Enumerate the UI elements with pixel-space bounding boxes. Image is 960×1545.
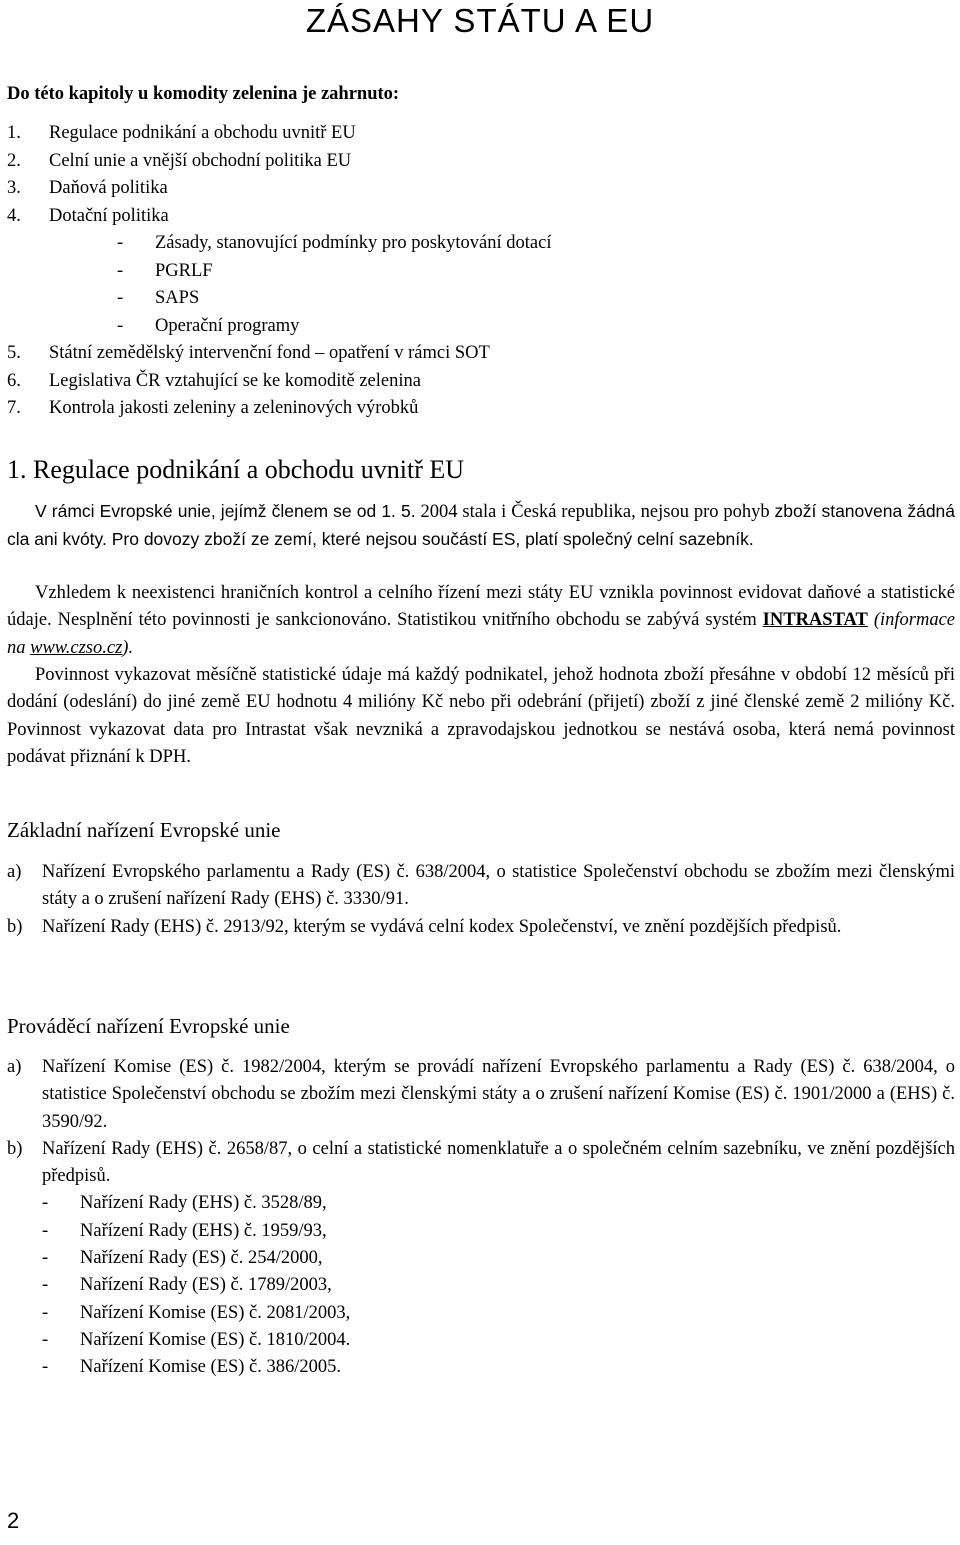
item-number: 3.: [7, 178, 21, 198]
dash-marker: -: [42, 1302, 49, 1323]
item-text: Nařízení Rady (EHS) č. 2658/87, o celní a statistické nomenklatuře a o společném celním sazebníku, ve znění pozdějších předpisů.: [42, 1138, 955, 1187]
item-text: Nařízení Rady (ES) č. 1789/2003,: [80, 1275, 332, 1296]
item-text: Nařízení Komise (ES) č. 2081/2003,: [80, 1302, 351, 1323]
sub-list-item: [7, 313, 552, 341]
text-run: Vzhledem k neexistenci hraničních kontrol a celního řízení mezi státy EU vznikla povinnost evidovat daňové a statistické údaje. Nesplnění této povinnosti je sankcionováno. Statistikou vnitřního obchodu se zabývá systém: [7, 583, 955, 631]
list-item: [7, 914, 955, 941]
text-run: V rámci Evropské unie, jejímž členem se od 1. 5.: [35, 501, 416, 521]
sub-list-item: [7, 285, 552, 313]
item-text: PGRLF: [155, 260, 213, 281]
list-item: [42, 1245, 955, 1272]
sub-list-item: [7, 258, 552, 286]
item-text: Daňová politika: [49, 178, 168, 198]
section-heading: 1. Regulace podnikání a obchodu uvnitř EU: [7, 455, 465, 484]
item-number: 5.: [7, 343, 21, 363]
item-text: Nařízení Komise (ES) č. 386/2005.: [80, 1357, 341, 1378]
item-label: a): [7, 862, 22, 882]
intrastat-term: INTRASTAT: [762, 610, 868, 631]
list-item: [7, 1054, 955, 1136]
dash-marker: -: [117, 260, 124, 281]
dash-marker: -: [42, 1248, 49, 1269]
dash-marker: -: [117, 315, 124, 336]
implementing-regulations-list: [7, 1054, 955, 1382]
list-item: [7, 120, 552, 148]
item-text: Celní unie a vnější obchodní politika EU: [49, 150, 352, 171]
amendments-list: [42, 1190, 955, 1381]
implementing-regulations-heading: Prováděcí nařízení Evropské unie: [7, 1014, 290, 1038]
item-text: Nařízení Rady (ES) č. 254/2000,: [80, 1248, 323, 1269]
page-title: [0, 2, 960, 40]
item-text: Regulace podnikání a obchodu uvnitř EU: [49, 123, 356, 143]
item-text: Dotační politika: [49, 205, 169, 226]
item-label: b): [7, 916, 23, 937]
contents-list: [7, 120, 552, 423]
item-number: 7.: [7, 398, 21, 418]
item-number: 6.: [7, 370, 21, 391]
paragraph-intrastat: [7, 580, 955, 662]
item-text: Nařízení Komise (ES) č. 1982/2004, kterým se provádí nařízení Evropského parlamentu a Rady (ES) č. 638/2004, o statistice Společenství obchodu se zbožím mezi členskými státy a o zrušení nařízení Komise (ES) č. 1901/2000 a (EHS) č. 3590/92.: [42, 1057, 955, 1132]
list-item: [42, 1327, 955, 1354]
czso-link[interactable]: www.czso.cz: [30, 637, 123, 658]
text-run: Pro dovozy zboží ze zemí, které nejsou součástí ES, platí společný celní sazebník.: [106, 529, 754, 550]
item-label: b): [7, 1138, 23, 1159]
item-text: SAPS: [155, 288, 200, 308]
title-text: ZÁSAHY STÁTU A EU: [305, 2, 655, 39]
sub-list-item: [7, 230, 552, 258]
paragraph-povinnost: Povinnost vykazovat měsíčně statistické údaje má každý podnikatel, jehož hodnota zboží přesáhne v období 12 měsíců při dodání (odeslání) do jiné země EU hodnotu 4 milióny Kč nebo při odebrání (přijetí) zboží z jiné členské země 2 milióny Kč. Povinnost vykazovat data pro Intrastat však nevzniká a zpravodajskou jednotkou se nestává osoba, která nemá povinnost podávat přiznání k DPH.: [7, 665, 955, 767]
page-number: 2: [7, 1508, 20, 1533]
intro-heading: Do této kapitoly u komodity zelenina je zahrnuto:: [7, 84, 400, 104]
item-text: Státní zemědělský intervenční fond – opatření v rámci SOT: [49, 343, 490, 363]
item-text: Nařízení Evropského parlamentu a Rady (ES) č. 638/2004, o statistice Společenství obchodu se zbožím mezi členskými státy a o zrušení nařízení Rady (EHS) č. 3330/91.: [42, 862, 955, 910]
item-text: Zásady, stanovující podmínky pro poskytování dotací: [155, 233, 552, 253]
item-label: a): [7, 1057, 22, 1077]
list-item: [7, 1136, 955, 1382]
item-text: Nařízení Rady (EHS) č. 2913/92, kterým se vydává celní kodex Společenství, ve znění pozdějších předpisů.: [42, 916, 842, 937]
dash-marker: -: [42, 1220, 49, 1241]
list-item: [42, 1218, 955, 1245]
text-run: zboží stanovena žádná cla ani kvóty.: [7, 501, 956, 550]
list-item: [42, 1300, 955, 1327]
item-text: Nařízení Rady (EHS) č. 3528/89,: [80, 1193, 327, 1214]
text-run: (informace na: [7, 610, 955, 658]
item-text: Operační programy: [155, 315, 300, 336]
list-item: [7, 203, 552, 231]
paragraph-cla: [7, 498, 955, 555]
dash-marker: -: [42, 1275, 49, 1296]
dash-marker: -: [117, 233, 124, 253]
text-run: 2004 stala i Česká republika, nejsou pro pohyb: [415, 502, 770, 522]
basic-regulations-heading: Základní nařízení Evropské unie: [7, 818, 281, 842]
dash-marker: -: [117, 288, 124, 308]
basic-regulations-list: [7, 859, 955, 941]
list-item: [7, 148, 552, 176]
list-item: [7, 859, 955, 914]
list-item: [42, 1354, 955, 1381]
item-number: 1.: [7, 123, 21, 143]
list-item: [42, 1190, 955, 1217]
item-text: Nařízení Rady (EHS) č. 1959/93,: [80, 1220, 327, 1241]
text-run: ).: [122, 637, 134, 658]
item-text: Legislativa ČR vztahující se ke komoditě zelenina: [49, 370, 421, 391]
dash-marker: -: [42, 1329, 49, 1350]
list-item: [42, 1272, 955, 1299]
list-item: [7, 395, 552, 423]
list-item: [7, 340, 552, 368]
item-text: Kontrola jakosti zeleniny a zeleninových výrobků: [49, 398, 419, 418]
list-item: [7, 175, 552, 203]
item-text: Nařízení Komise (ES) č. 1810/2004.: [80, 1329, 351, 1350]
item-number: 2.: [7, 150, 21, 171]
dash-marker: -: [42, 1357, 49, 1378]
dash-marker: -: [42, 1193, 49, 1214]
item-number: 4.: [7, 205, 21, 226]
list-item: [7, 368, 552, 396]
